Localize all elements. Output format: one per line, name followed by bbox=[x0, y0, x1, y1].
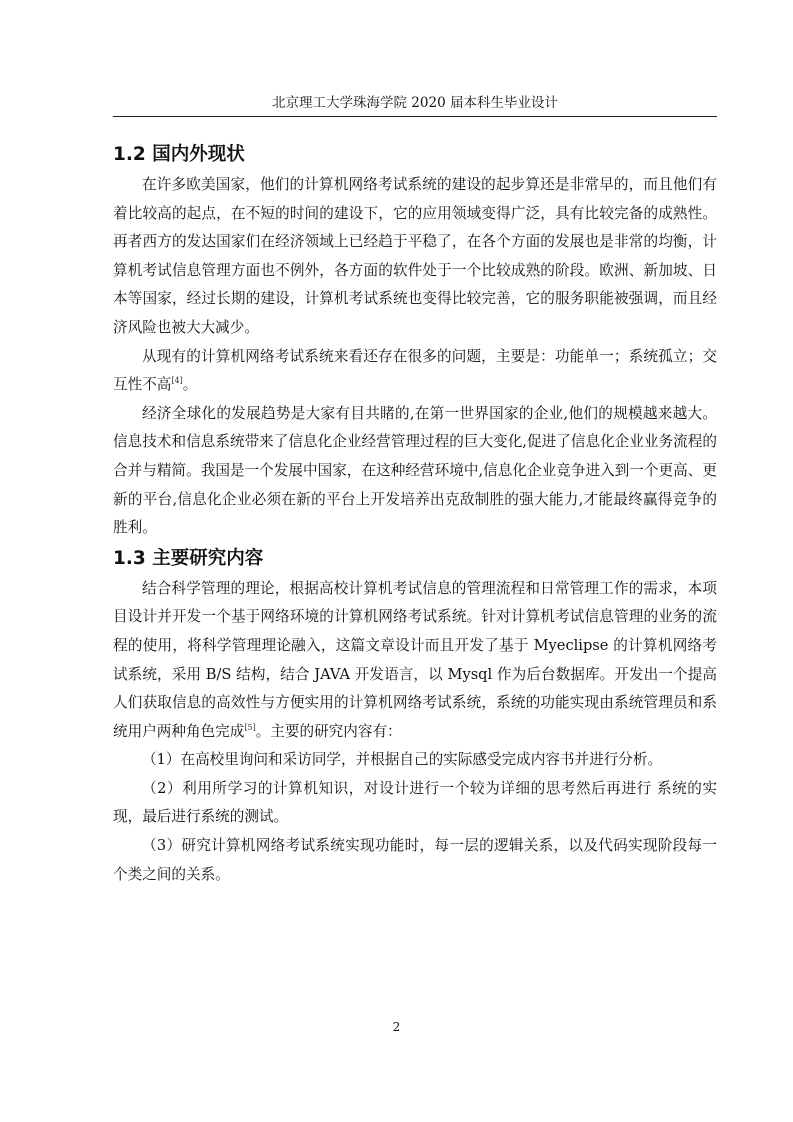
citation-ref: [5] bbox=[244, 722, 256, 732]
list-item: （1）在高校里询问和采访同学，并根据自己的实际感受完成内容书并进行分析。 bbox=[142, 751, 663, 769]
paragraph bbox=[113, 575, 717, 747]
header-rule bbox=[113, 116, 717, 117]
list-item: （2）利用所学习的计算机知识，对设计进行一个较为详细的思考然后再进行 系统的实现，最后进行系统的测试。 bbox=[113, 779, 717, 826]
paragraph: 在许多欧美国家，他们的计算机网络考试系统的建设的起步算还是非常早的，而且他们有着比较高的起点，在不短的时间的建设下，它的应用领域变得广泛，具有比较完备的成熟性。再者西方的发达国家们在经济领域上已经趋于平稳了，在各个方面的发展也是非常的均衡，计算机考试信息管理方面也不例外，各方面的软件处于一个比较成熟的阶段。欧洲、新加坡、日本等国家，经过长期的建设，计算机考试系统也变得比较完善，它的服务职能被强调，而且经济风险也被大大减少。 bbox=[113, 176, 717, 336]
page-number: 2 bbox=[392, 1020, 401, 1034]
section-title-1-3: 1.3 主要研究内容 bbox=[113, 547, 264, 569]
paragraph-tail: 。主要的研究内容有： bbox=[255, 722, 402, 740]
paragraph-text: 从现有的计算机网络考试系统来看还存在很多的问题，主要是：功能单一；系统孤立；交互性不高 bbox=[113, 347, 717, 394]
paragraph-text: 结合科学管理的理论，根据高校计算机考试信息的管理流程和日常管理工作的需求，本项目设计并开发一个基于网络环境的计算机网络考试系统。针对计算机考试信息管理的业务的流程的使用，将科学管理理论融入，这篇文章设计而且开发了基于 Myeclipse 的计算机网络考试系统，采用 B/S 结构，结合 JAVA 开发语言，以 Mysql 作为后台数据库。开发出一个提高人们获取信息的高效性与方便实用的计算机网络考试系统，系统的功能实现由系统管理员和系统用户两种角色完成 bbox=[113, 579, 717, 740]
paragraph-tail: 。 bbox=[182, 376, 198, 394]
section-title-1-2: 1.2 国内外现状 bbox=[113, 144, 245, 165]
paragraph: 经济全球化的发展趋势是大家有目共睹的,在第一世界国家的企业,他们的规模越来越大。信息技术和信息系统带来了信息化企业经营管理过程的巨大变化,促进了信息化企业业务流程的合并与精简。我国是一个发展中国家，在这种经营环境中,信息化企业竞争进入到一个更高、更新的平台,信息化企业必须在新的平台上开发培养出克敌制胜的强大能力,才能最终赢得竞争的胜利。 bbox=[113, 404, 717, 537]
list-item: （3）研究计算机网络考试系统实现功能时，每一层的逻辑关系，以及代码实现阶段每一个类之间的关系。 bbox=[113, 837, 717, 883]
citation-ref: [4] bbox=[171, 376, 183, 386]
page-header: 北京理工大学珠海学院 2020 届本科生毕业设计 bbox=[272, 95, 558, 111]
paragraph bbox=[113, 343, 717, 400]
page-body bbox=[113, 139, 717, 889]
